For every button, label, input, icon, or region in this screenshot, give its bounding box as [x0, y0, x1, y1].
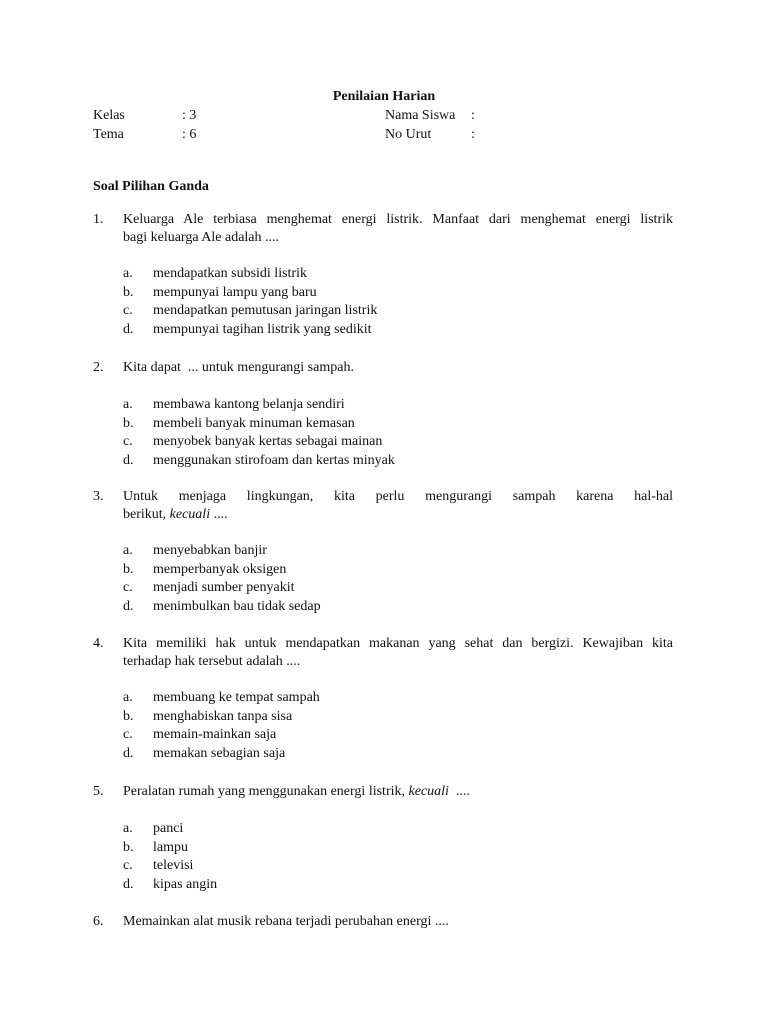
option-text: menjadi sumber penyakit	[153, 580, 295, 595]
question-number: 3.	[93, 489, 104, 504]
option-b[interactable]	[123, 839, 663, 858]
option-list	[123, 265, 663, 339]
option-text: memperbanyak oksigen	[153, 561, 287, 577]
option-text: menghabiskan tanpa sisa	[153, 708, 293, 724]
kelas-label: Kelas	[93, 108, 125, 123]
option-text: membawa kantong belanja sendiri	[153, 397, 345, 412]
option-c[interactable]	[123, 302, 663, 321]
question-line: Kita memiliki hak untuk mendapatkan makanan yang sehat dan bergizi. Kewajiban kita	[123, 636, 673, 651]
question-text	[123, 913, 673, 931]
option-text: menggunakan stirofoam dan kertas minyak	[153, 452, 395, 468]
option-text: mendapatkan subsidi listrik	[153, 266, 307, 281]
question-line-end: ....	[210, 507, 228, 522]
no-urut-value: :	[471, 127, 475, 142]
option-text: membuang ke tempat sampah	[153, 690, 320, 705]
option-c[interactable]	[123, 726, 663, 745]
question-number: 4.	[93, 636, 104, 651]
question-line-end: ....	[448, 784, 470, 799]
option-letter: a.	[123, 397, 133, 412]
option-text: membeli banyak minuman kemasan	[153, 415, 355, 431]
question-text	[123, 211, 673, 247]
question-emphasis: kecuali	[169, 507, 211, 522]
option-text: menyebabkan banjir	[153, 543, 267, 558]
option-text: memain-mainkan saja	[153, 727, 277, 742]
question-line-start: Peralatan rumah yang menggunakan energi listrik,	[123, 784, 409, 799]
option-a[interactable]	[123, 396, 663, 415]
nama-siswa-value: :	[471, 108, 475, 123]
question-line: Keluarga Ale terbiasa menghemat energi listrik. Manfaat dari menghemat energi listrik	[123, 212, 673, 227]
tema-label: Tema	[93, 127, 124, 142]
option-text: mendapatkan pemutusan jaringan listrik	[153, 303, 378, 318]
question-number: 5.	[93, 784, 104, 799]
option-list	[123, 542, 663, 616]
option-a[interactable]	[123, 689, 663, 708]
option-d[interactable]	[123, 598, 663, 617]
option-letter: b.	[123, 839, 134, 855]
question-emphasis: kecuali	[408, 784, 449, 799]
option-c[interactable]	[123, 433, 663, 452]
info-row-tema	[0, 126, 768, 144]
option-a[interactable]	[123, 542, 663, 561]
option-d[interactable]	[123, 452, 663, 471]
question-line: bagi keluarga Ale adalah ....	[123, 230, 280, 245]
question-number: 6.	[93, 914, 104, 929]
option-text: mempunyai lampu yang baru	[153, 284, 317, 300]
option-text: memakan sebagian saja	[153, 745, 286, 761]
option-b[interactable]	[123, 708, 663, 727]
nama-siswa-label: Nama Siswa	[385, 108, 456, 123]
question-text	[123, 359, 673, 377]
option-letter: a.	[123, 821, 133, 836]
tema-value: : 6	[182, 127, 197, 142]
option-letter: d.	[123, 321, 134, 337]
option-text: televisi	[153, 858, 194, 873]
option-letter: b.	[123, 284, 134, 300]
option-text: menyobek banyak kertas sebagai mainan	[153, 434, 383, 449]
option-letter: c.	[123, 858, 133, 873]
option-letter: a.	[123, 690, 133, 705]
option-text: panci	[153, 821, 184, 836]
option-c[interactable]	[123, 857, 663, 876]
no-urut-label: No Urut	[385, 127, 432, 142]
question-text	[123, 635, 673, 671]
kelas-value: : 3	[182, 108, 197, 123]
option-text: mempunyai tagihan listrik yang sedikit	[153, 321, 372, 337]
option-letter: d.	[123, 745, 134, 761]
option-a[interactable]	[123, 265, 663, 284]
option-list	[123, 820, 663, 894]
option-letter: c.	[123, 303, 133, 318]
section-title: Soal Pilihan Ganda	[93, 179, 209, 194]
option-list	[123, 689, 663, 763]
option-letter: a.	[123, 266, 133, 281]
question-line: terhadap hak tersebut adalah ....	[123, 654, 301, 669]
question-line	[123, 783, 673, 801]
question-text	[123, 783, 673, 801]
option-d[interactable]	[123, 745, 663, 764]
option-b[interactable]	[123, 415, 663, 434]
option-letter: d.	[123, 452, 134, 468]
info-row-kelas	[0, 107, 768, 125]
option-letter: a.	[123, 543, 133, 558]
option-b[interactable]	[123, 284, 663, 303]
option-text: kipas angin	[153, 876, 218, 892]
option-list	[123, 396, 663, 470]
option-letter: b.	[123, 561, 134, 577]
question-line: Untuk menjaga lingkungan, kita perlu mengurangi sampah karena hal-hal	[123, 489, 673, 504]
option-text: menimbulkan bau tidak sedap	[153, 598, 321, 614]
option-letter: b.	[123, 415, 134, 431]
option-letter: d.	[123, 876, 134, 892]
option-letter: c.	[123, 580, 133, 595]
question-number: 2.	[93, 360, 104, 375]
option-b[interactable]	[123, 561, 663, 580]
option-letter: c.	[123, 434, 133, 449]
option-c[interactable]	[123, 579, 663, 598]
question-text	[123, 488, 673, 524]
option-letter: d.	[123, 598, 134, 614]
question-line: Memainkan alat musik rebana terjadi perubahan energi ....	[123, 914, 449, 929]
question-line-start: berikut,	[123, 507, 170, 522]
option-letter: c.	[123, 727, 133, 742]
page-title: Penilaian Harian	[332, 89, 436, 104]
question-line: Kita dapat ... untuk mengurangi sampah.	[123, 360, 354, 375]
question-number: 1.	[93, 212, 104, 227]
option-d[interactable]	[123, 876, 663, 895]
option-d[interactable]	[123, 321, 663, 340]
option-text: lampu	[153, 839, 188, 855]
option-letter: b.	[123, 708, 134, 724]
question-line	[123, 506, 673, 524]
option-a[interactable]	[123, 820, 663, 839]
